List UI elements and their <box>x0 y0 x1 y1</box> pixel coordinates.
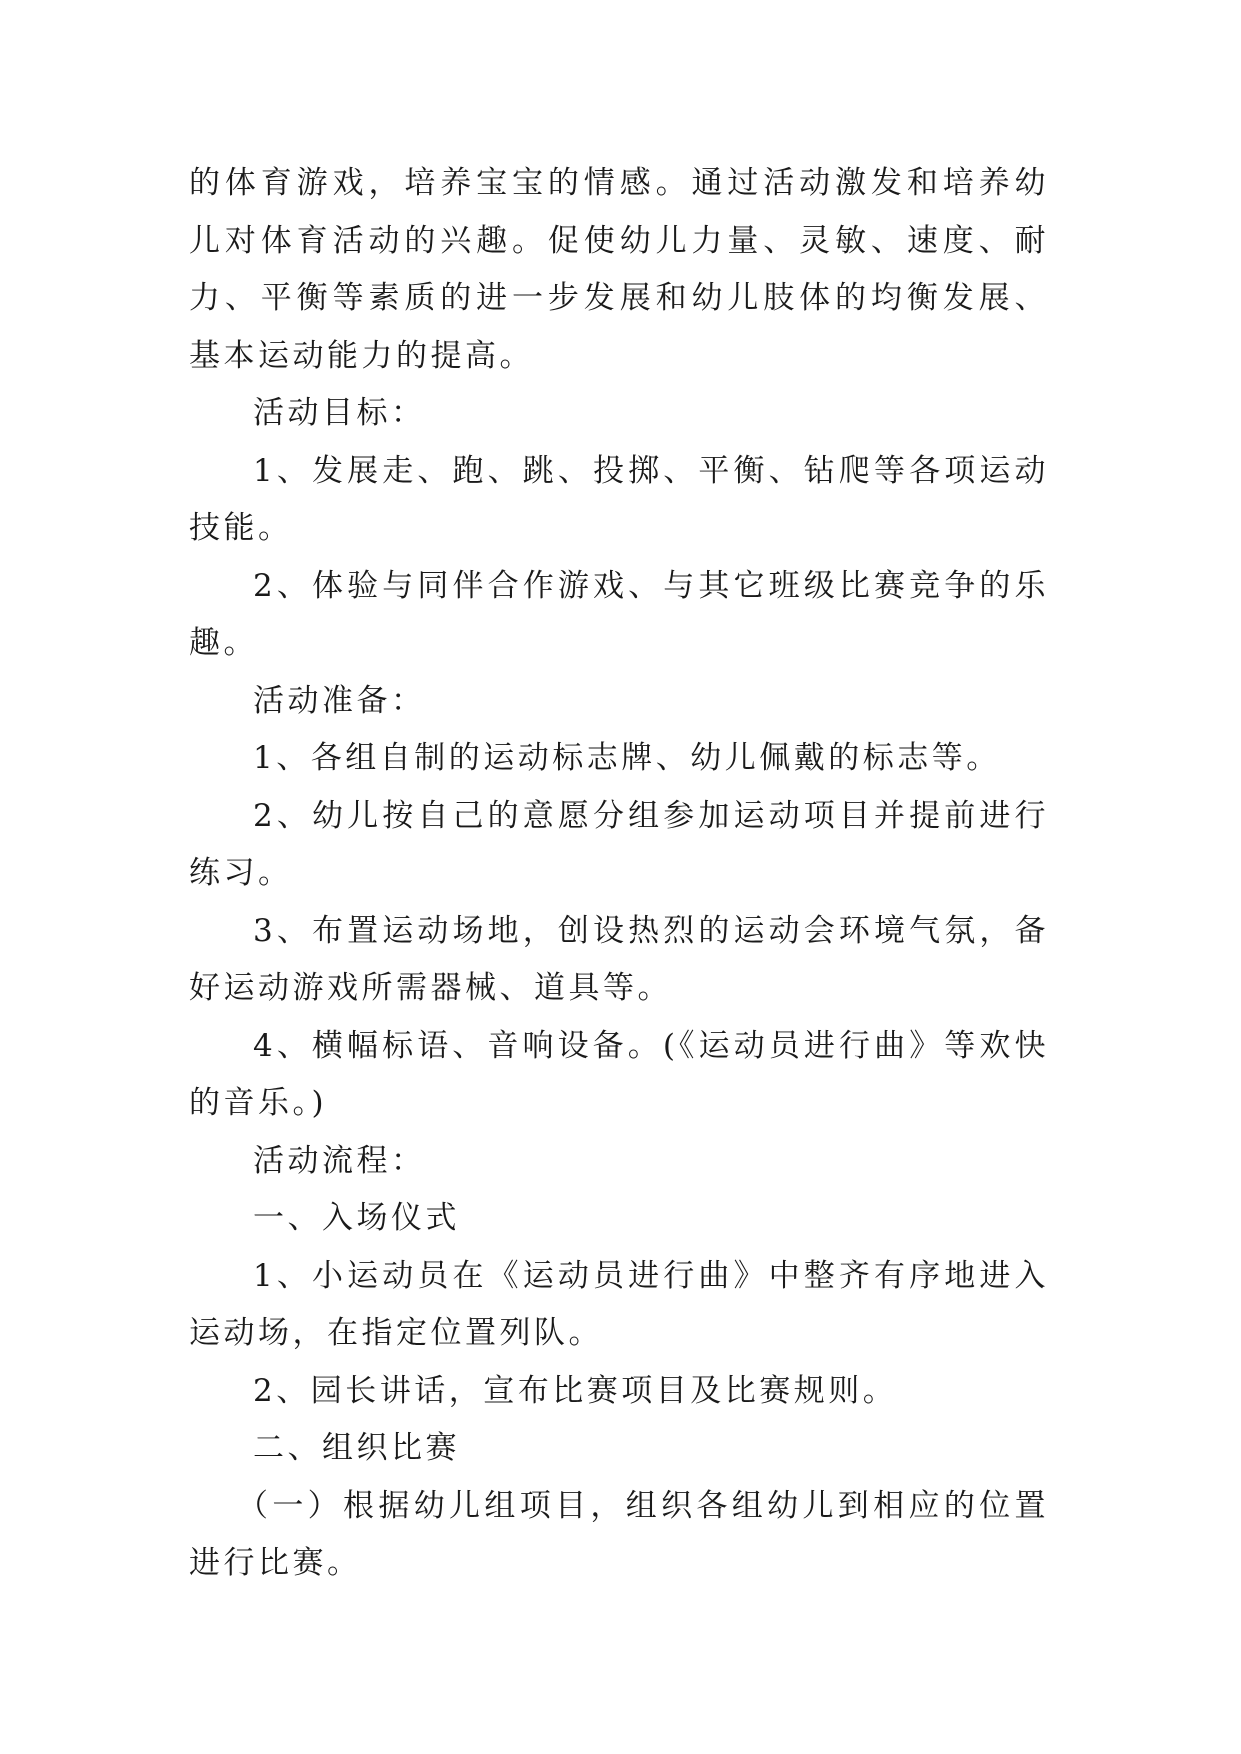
document-body <box>189 155 1049 1593</box>
section-heading-entrance: 一、入场仪式 <box>253 1200 460 1236</box>
heading-activity-process: 活动流程： <box>253 1142 426 1179</box>
preparation-item-3: 3、布置运动场地，创设热烈的运动会环境气氛，备好运动游戏所需器械、道具等。 <box>189 912 1049 1006</box>
heading-activity-goals: 活动目标： <box>253 395 426 431</box>
entrance-item-1: 1、小运动员在《运动员进行曲》中整齐有序地进入运动场，在指定位置列队。 <box>189 1257 1049 1351</box>
preparation-item-2: 2、幼儿按自己的意愿分组参加运动项目并提前进行练习。 <box>189 797 1049 891</box>
paragraph-intro-continued: 的体育游戏，培养宝宝的情感。通过活动激发和培养幼儿对体育活动的兴趣。促使幼儿力量、灵敏、速度、耐力、平衡等素质的进一步发展和幼儿肢体的均衡发展、基本运动能力的提高。 <box>189 165 1049 374</box>
preparation-item-4: 4、横幅标语、音响设备。(《运动员进行曲》等欢快的音乐。) <box>189 1027 1049 1121</box>
preparation-item-1: 1、各组自制的运动标志牌、幼儿佩戴的标志等。 <box>253 740 1001 776</box>
goal-item-2: 2、体验与同伴合作游戏、与其它班级比赛竞争的乐趣。 <box>189 567 1049 661</box>
heading-activity-preparation: 活动准备： <box>253 682 426 719</box>
entrance-item-2: 2、园长讲话，宣布比赛项目及比赛规则。 <box>253 1372 898 1409</box>
goal-item-1: 1、发展走、跑、跳、投掷、平衡、钻爬等各项运动技能。 <box>189 452 1049 546</box>
section-heading-competition: 二、组织比赛 <box>253 1430 460 1466</box>
competition-item-1: （一）根据幼儿组项目，组织各组幼儿到相应的位置进行比赛。 <box>189 1487 1049 1581</box>
